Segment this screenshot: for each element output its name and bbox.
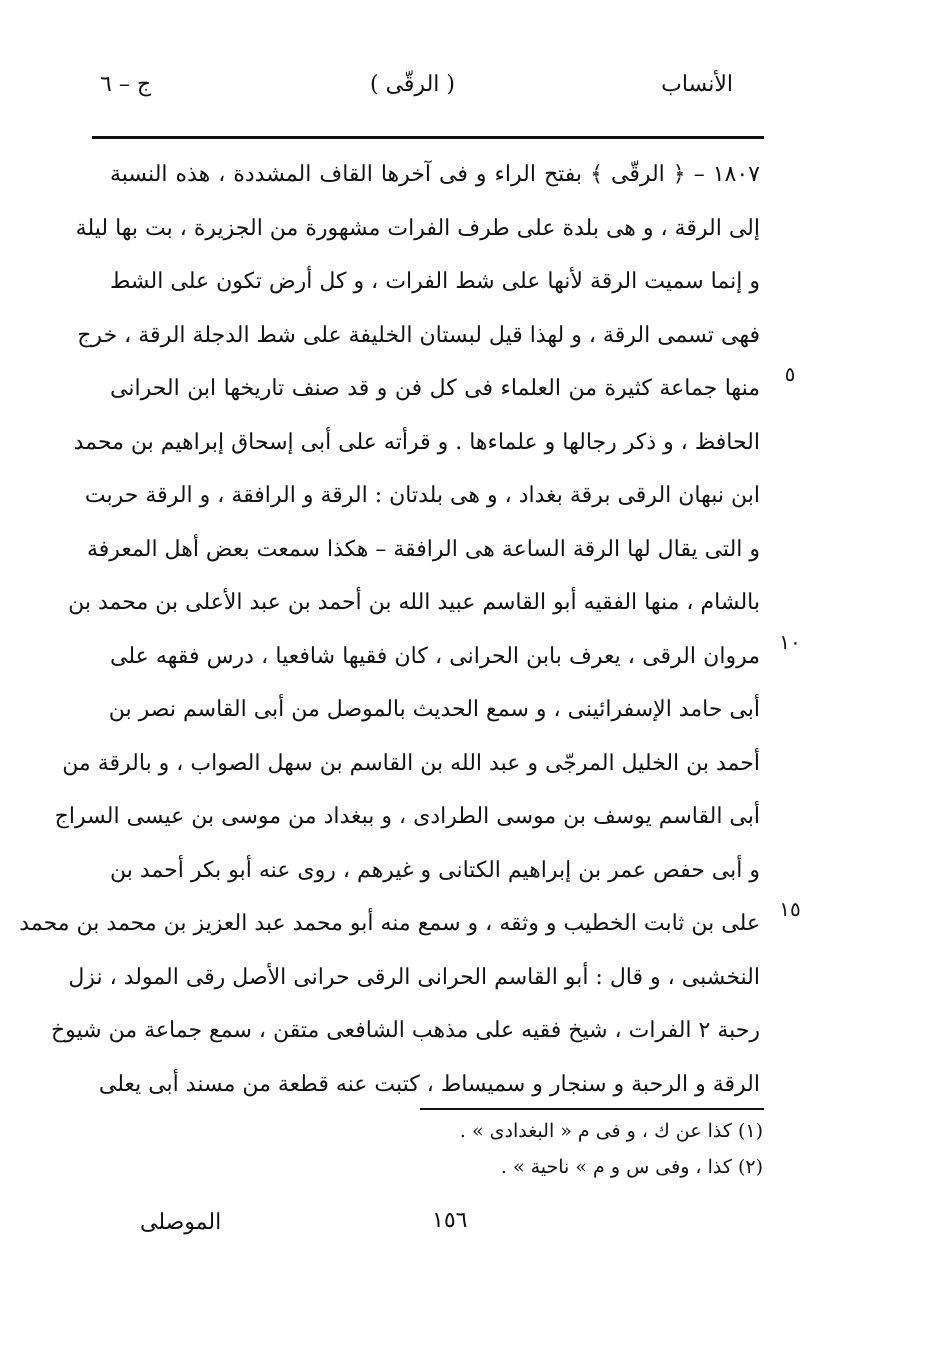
footnote-rule — [420, 1108, 764, 1110]
text-line: أبى القاسم يوسف بن موسى الطرادى ، و ببغداد من موسى بن عيسى السراج — [54, 804, 760, 829]
text-line: ١٨٠٧ – ﴿ الرقّى ﴾ بفتح الراء و فى آخرها القاف المشددة ، هذه النسبة — [110, 162, 760, 187]
running-head-title: الأنساب — [661, 72, 733, 97]
line-number: ١٠ — [779, 630, 801, 654]
text-line: رحبة ٢ الفرات ، شيخ فقيه على مذهب الشافعى متقن ، سمع جماعة من شيوخ — [50, 1018, 760, 1043]
text-line: بالشام ، منها الفقيه أبو القاسم عبيد الله بن أحمد بن عبد الأعلى بن محمد بن — [68, 590, 760, 615]
text-line: أبى حامد الإسفرائينى ، و سمع الحديث بالموصل من أبى القاسم نصر بن — [108, 697, 760, 722]
text-line: الحافظ ، و ذكر رجالها و علماءها . و قرأته على أبى إسحاق إبراهيم بن محمد — [73, 429, 760, 455]
catchword: الموصلى — [140, 1210, 222, 1235]
footnote: (١) كذا عن ك ، و فى م « البغدادى » . — [459, 1120, 763, 1142]
text-line: ابن نبهان الرقى برقة بغداد ، و هى بلدتان : الرقة و الرافقة ، و الرقة حربت — [84, 483, 760, 508]
text-line: على بن ثابت الخطيب و وثقه ، و سمع منه أبو محمد عبد العزيز بن محمد بن محمد — [19, 911, 760, 936]
text-line: و التى يقال لها الرقة الساعة هى الرافقة – هكذا سمعت بعض أهل المعرفة — [86, 536, 760, 562]
running-head-volume: ج – ٦ — [100, 72, 152, 97]
text-line: أحمد بن الخليل المرجّى و عبد الله بن القاسم بن سهل الصواب ، و بالرقة من — [62, 750, 760, 776]
text-line: مروان الرقى ، يعرف بابن الحرانى ، كان فقيها شافعيا ، درس فقهه على — [110, 643, 760, 669]
text-line: و إنما سميت الرقة لأنها على شط الفرات ، و كل أرض تكون على الشط — [110, 269, 760, 294]
running-head-entry: ( الرقّى ) — [370, 72, 455, 97]
text-line: إلى الرقة ، و هى بلدة على طرف الفرات مشهورة من الجزيرة ، بت بها ليلة — [75, 215, 760, 241]
text-line: منها جماعة كثيرة من العلماء فى كل فن و قد صنف تاريخها ابن الحرانى — [110, 376, 760, 401]
text-line: النخشبى ، و قال : أبو القاسم الحرانى الرقى حرانى الأصل رقى المولد ، نزل — [68, 964, 760, 990]
footnote: (٢) كذا ، وفى س و م » ناحية » . — [500, 1156, 763, 1178]
text-line: الرقة و الرحبة و سنجار و سميساط ، كتبت عنه قطعة من مسند أبى يعلى — [98, 1071, 760, 1097]
page-number: ١٥٦ — [432, 1208, 468, 1233]
line-number: ٥ — [784, 362, 796, 386]
text-line: فهى تسمى الرقة ، و لهذا قيل لبستان الخليفة على شط الدجلة الرقة ، خرج — [77, 322, 760, 348]
text-line: و أبى حفص عمر بن إبراهيم الكتانى و غيرهم ، روى عنه أبو بكر أحمد بن — [110, 857, 760, 883]
line-number: ١٥ — [779, 897, 801, 921]
header-rule — [92, 136, 764, 139]
body-text — [19, 148, 760, 1111]
